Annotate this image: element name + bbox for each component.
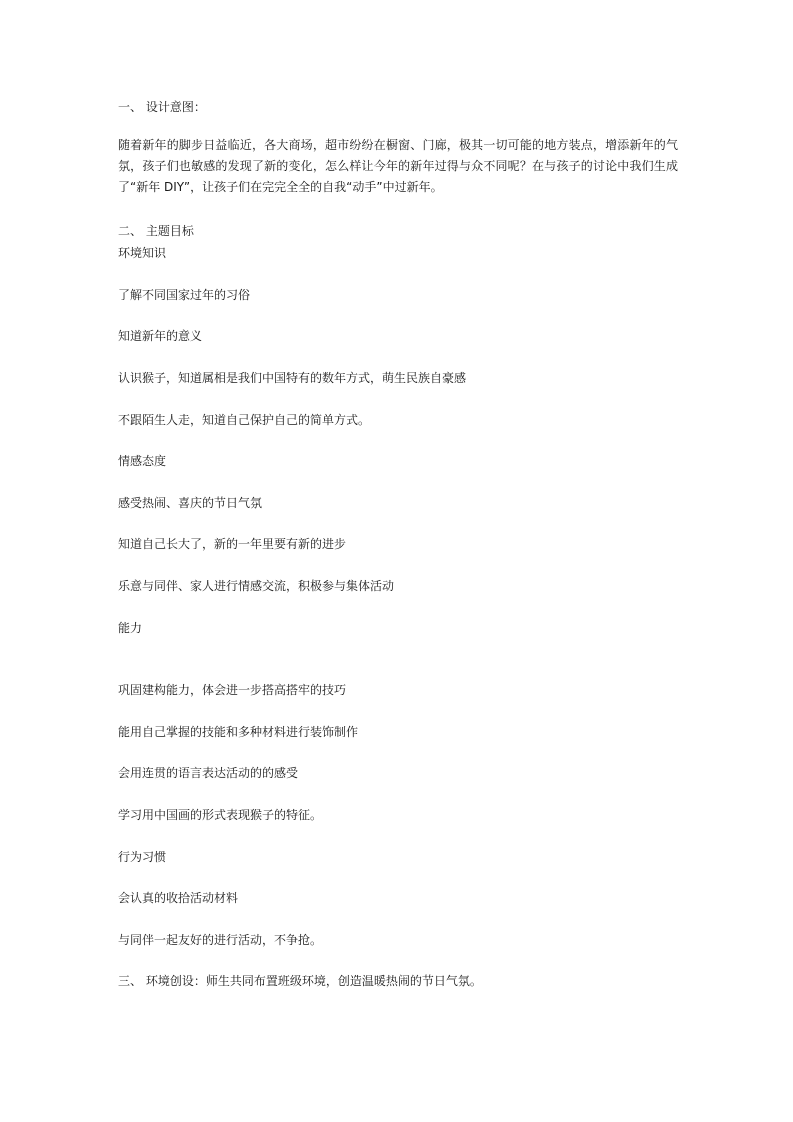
knowledge-title: 环境知识 <box>118 246 167 260</box>
ability-item: 巩固建构能力，体会进一步搭高搭牢的技巧 <box>118 683 347 697</box>
knowledge-item: 不跟陌生人走，知道自己保护自己的简单方式。 <box>118 413 371 427</box>
emotion-item: 感受热闹、喜庆的节日气氛 <box>118 496 263 510</box>
knowledge-item: 了解不同国家过年的习俗 <box>118 288 251 302</box>
section1-paragraph: 随着新年的脚步日益临近，各大商场，超市纷纷在橱窗、门廊，极其一切可能的地方装点，增添新年的气氛，孩子们也敏感的发现了新的变化，怎么样让今年的新年过得与众不同呢？在与孩子的讨论中我们生成了“新年 DIY”，让孩子们在完完全全的自我“动手”中过新年。 <box>118 138 678 194</box>
ability-item: 学习用中国画的形式表现猴子的特征。 <box>118 808 323 822</box>
knowledge-item: 认识猴子，知道属相是我们中国特有的数年方式，萌生民族自豪感 <box>118 371 467 385</box>
ability-item: 能用自己掌握的技能和多种材料进行装饰制作 <box>118 725 359 739</box>
knowledge-item: 知道新年的意义 <box>118 329 203 343</box>
habits-item: 与同伴一起友好的进行活动，不争抢。 <box>118 933 323 947</box>
emotion-item: 乐意与同伴、家人进行情感交流，积极参与集体活动 <box>118 579 395 593</box>
section2-heading: 二、 主题目标 <box>118 224 194 238</box>
habits-title: 行为习惯 <box>118 850 167 864</box>
habits-item: 会认真的收拾活动材料 <box>118 891 239 905</box>
emotion-title: 情感态度 <box>118 454 167 468</box>
ability-title: 能力 <box>118 621 143 635</box>
section1-heading: 一、 设计意图： <box>118 100 206 114</box>
emotion-item: 知道自己长大了，新的一年里要有新的进步 <box>118 537 347 551</box>
ability-item: 会用连贯的语言表达活动的的感受 <box>118 766 299 780</box>
section3-heading: 三、 环境创设：师生共同布置班级环境，创造温暖热闹的节日气氛。 <box>118 974 482 988</box>
